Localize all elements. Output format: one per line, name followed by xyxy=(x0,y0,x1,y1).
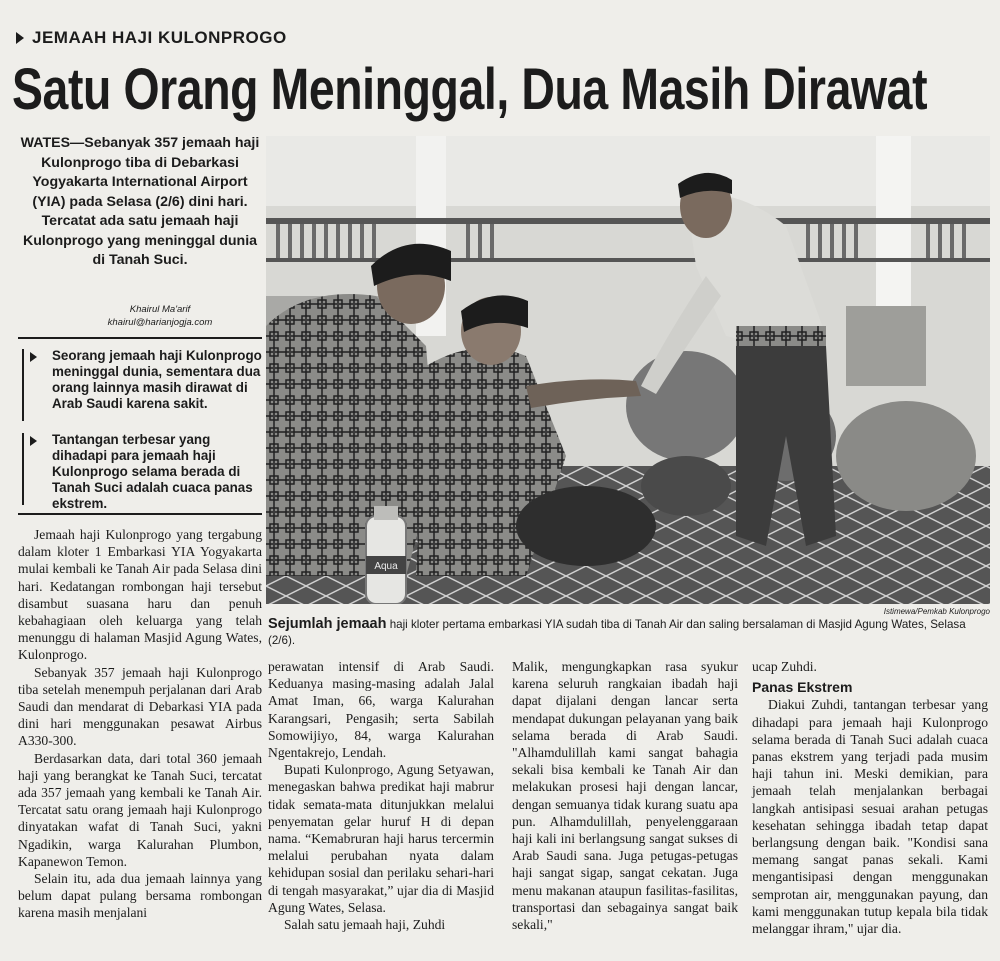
caption-lead: Sejumlah jemaah xyxy=(268,616,387,632)
body-paragraph: perawatan intensif di Arab Saudi. Keduanya masing-masing adalah Jalal Amat Iman, 66, warga Kalurahan Karangsari, Pengasih; serta Sabilah Somowijiyo, 84, warga Kalurahan Ngentakrejo, Lendah. xyxy=(268,659,494,761)
body-paragraph: ucap Zuhdi. xyxy=(752,659,817,674)
section-rubric xyxy=(16,28,287,48)
body-column-1 xyxy=(18,526,262,922)
byline xyxy=(60,303,260,329)
byline-name: Khairul Ma'arif xyxy=(129,304,191,315)
bullet-triangle-icon xyxy=(30,436,37,446)
rubric-label: JEMAAH HAJI KULONPROGO xyxy=(32,28,287,47)
byline-email: khairul@harianjogja.com xyxy=(107,317,213,328)
photo-caption xyxy=(268,616,992,649)
key-point: Tantangan terbesar yang dihadapi para jemaah haji Kulonprogo selama berada di Tanah Suci adalah cuaca panas ekstrem. xyxy=(22,432,262,512)
rubric-triangle-icon xyxy=(16,32,24,44)
photo-credit: Istimewa/Pemkab Kulonprogo xyxy=(883,607,990,616)
divider xyxy=(18,513,262,515)
body-paragraph: Sebanyak 357 jemaah haji Kulonprogo tiba setelah menempuh perjalanan dari Arab Saudi dan mendarat di Debarkasi YIA pada dini hari menggunakan pesawat Airbus A330-300. xyxy=(18,664,262,749)
body-paragraph: Berdasarkan data, dari total 360 jemaah haji yang berangkat ke Tanah Suci, tercatat ada 357 jemaah yang kembali ke Tanah Air. Tercatat satu orang jemaah haji Kulonprogo dinyatakan wafat di Tanah Suci, yakni Ngadikin, warga Kalurahan Plumbon, Kapanewon Temon. xyxy=(18,750,262,869)
subhead: Panas Ekstrem xyxy=(752,679,853,696)
photo-illustration xyxy=(266,136,990,604)
body-paragraph: Jemaah haji Kulonprogo yang tergabung dalam kloter 1 Embarkasi YIA Yogyakarta mulai kembali ke Tanah Air pada Selasa dini hari. Kedatangan rombongan haji tersebut disambut suasana haru dan penuh kebahagiaan oleh keluarga yang telah menunggu di halaman Masjid Agung Wates, Kulonprogo. xyxy=(18,527,262,663)
headline: Satu Orang Meninggal, Dua Masih Dirawat xyxy=(12,57,928,122)
body-paragraph: Salah satu jemaah haji, Zuhdi xyxy=(284,917,446,933)
caption-text: haji kloter pertama embarkasi YIA sudah tiba di Tanah Air dan saling bersalaman di Masjid Agung Wates, Selasa (2/6). xyxy=(268,618,966,647)
divider xyxy=(18,337,262,339)
body-paragraph: Malik, mengungkapkan rasa syukur karena seluruh rangkaian ibadah haji dapat dijalani dengan lancar serta mendapat dukungan pelayanan yang baik selama berada di Arab Saudi. "Alhamdulillah kami sangat bahagia sekali bisa kembali ke Tanah Air dan melakukan prosesi haji dengan lancar, dengan semuanya tidak kurang suatu apa pun. Alhamdulillah, penyelenggaraan haji kali ini berlangsung sangat sukses di Arab Saudi sana. Juga petugas-petugas haji sangat sigap, sangat cekatan. Juga menu makanan ataupun fasilitas-fasilitas, transportasi dan sebagainya sangat baik sekali," xyxy=(512,659,738,933)
body-paragraph: Selain itu, ada dua jemaah lainnya yang belum dapat pulang bersama rombongan karena masih menjalani xyxy=(18,871,262,921)
lead-paragraph: WATES—Sebanyak 357 jemaah haji Kulonprogo tiba di Debarkasi Yogyakarta International Airport (YIA) pada Selasa (2/6) dini hari. Tercatat ada satu jemaah haji Kulonprogo yang meninggal dunia di Tanah Suci. xyxy=(20,135,260,268)
bottle-label: Aqua xyxy=(374,561,398,572)
body-paragraph: Bupati Kulonprogo, Agung Setyawan, menegaskan bahwa predikat haji mabrur tidak semata-mata ditunjukkan melalui penyematan gelar huruf H di depan nama. “Kemabruran haji harus tercermin melalui perubahan nyata dalam kehidupan sosial dan perilaku sehari-hari di tengah masyarakat,” ujar dia di Masjid Agung Wates, Selasa. xyxy=(268,762,494,915)
body-column-4 xyxy=(752,658,988,937)
body-column-2 xyxy=(268,658,494,933)
bullet-triangle-icon xyxy=(30,352,37,362)
news-photo xyxy=(266,136,990,604)
body-column-3 xyxy=(512,658,738,933)
key-point: Seorang jemaah haji Kulonprogo meninggal dunia, sementara dua orang lainnya masih dirawat di Arab Saudi karena sakit. xyxy=(22,348,262,412)
body-paragraph: Diakui Zuhdi, tantangan terbesar yang dihadapi para jemaah haji Kulonprogo selama berada di Tanah Suci adalah cuaca panas ekstrem yang terjadi pada musim haji tahun ini. Meski demikian, para jemaah telah menjalankan berbagai langkah antisipasi sesuai arahan petugas kesehatan sehingga ibadah tetap dapat berlangsung dengan baik. "Kondisi sana memang sangat panas sekali. Kami mengantisipasi dengan menggunakan semprotan air, menggunakan payung, dan kami menggunakan tutup kepala bila tidak melanggar ihram," ujar dia. xyxy=(752,697,988,937)
